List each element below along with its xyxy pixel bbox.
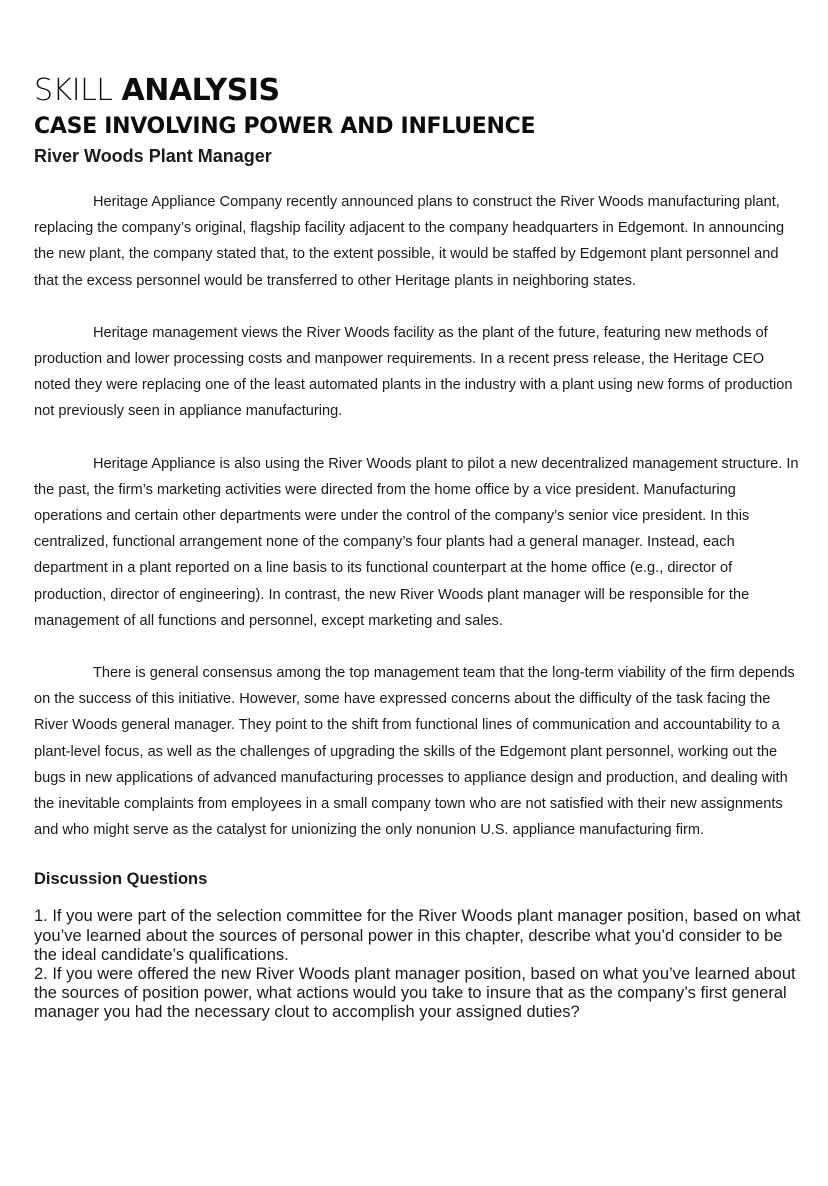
case-paragraph-2: Heritage management views the River Woods facility as the plant of the future, featuring new methods of production and lower processing costs and manpower requirements. In a recent press release, the Heritage CEO noted they were replacing one of the least automated plants in the industry with a plant using new forms of production not previously seen in appliance manufacturing. (34, 324, 793, 420)
section-title-light: SKILL (34, 73, 122, 108)
discussion-question-1: 1. If you were part of the selection committee for the River Woods plant manager position, based on what you’ve learned about the sources of personal power in this chapter, describe what you’d consider to be the ideal candidate’s qualifications. (34, 907, 801, 964)
case-paragraph-3: Heritage Appliance is also using the River Woods plant to pilot a new decentralized management structure. In the past, the firm’s marketing activities were directed from the home office by a vice president. Manufacturing operations and certain other departments were under the control of the company’s senior vice president. In this centralized, functional arrangement none of the company’s four plants had a general manager. Instead, each department in a plant reported on a line basis to its functional counterpart at the home office (e.g., director of production, director of engineering). In contrast, the new River Woods plant manager will be responsible for the management of all functions and personnel, except marketing and sales. (34, 455, 799, 629)
section-title (34, 72, 804, 110)
case-subtitle: CASE INVOLVING POWER AND INFLUENCE (34, 114, 536, 139)
discussion-heading: Discussion Questions (34, 870, 208, 889)
case-paragraph-1: Heritage Appliance Company recently announced plans to construct the River Woods manufacturing plant, replacing the company’s original, flagship facility adjacent to the company headquarters in Edgemont. In announcing the new plant, the company stated that, to the extent possible, it would be staffed by Edgemont plant personnel and that the excess personnel would be transferred to other Heritage plants in neighboring states. (34, 194, 785, 289)
case-paragraph-4: There is general consensus among the top management team that the long-term viability of the firm depends on the success of this initiative. However, some have expressed concerns about the difficulty of the task facing the River Woods general manager. They point to the shift from functional lines of communication and accountability to a plant-level focus, as well as the challenges of upgrading the skills of the Edgemont plant personnel, working out the bugs in new applications of advanced manufacturing processes to appliance design and production, and dealing with the inevitable complaints from employees in a small company town who are not satisfied with their new assignments and who might serve as the catalyst for unionizing the only nonunion U.S. appliance manufacturing firm. (34, 665, 795, 839)
document-page (34, 72, 804, 1023)
case-name: River Woods Plant Manager (34, 146, 272, 166)
discussion-question-2: 2. If you were offered the new River Woods plant manager position, based on what you’ve learned about the sources of position power, what actions would you take to insure that as the company’s first general manager you had the necessary clout to accomplish your assigned duties? (34, 965, 796, 1022)
discussion-questions (34, 907, 804, 1022)
section-title-bold: ANALYSIS (121, 73, 280, 108)
